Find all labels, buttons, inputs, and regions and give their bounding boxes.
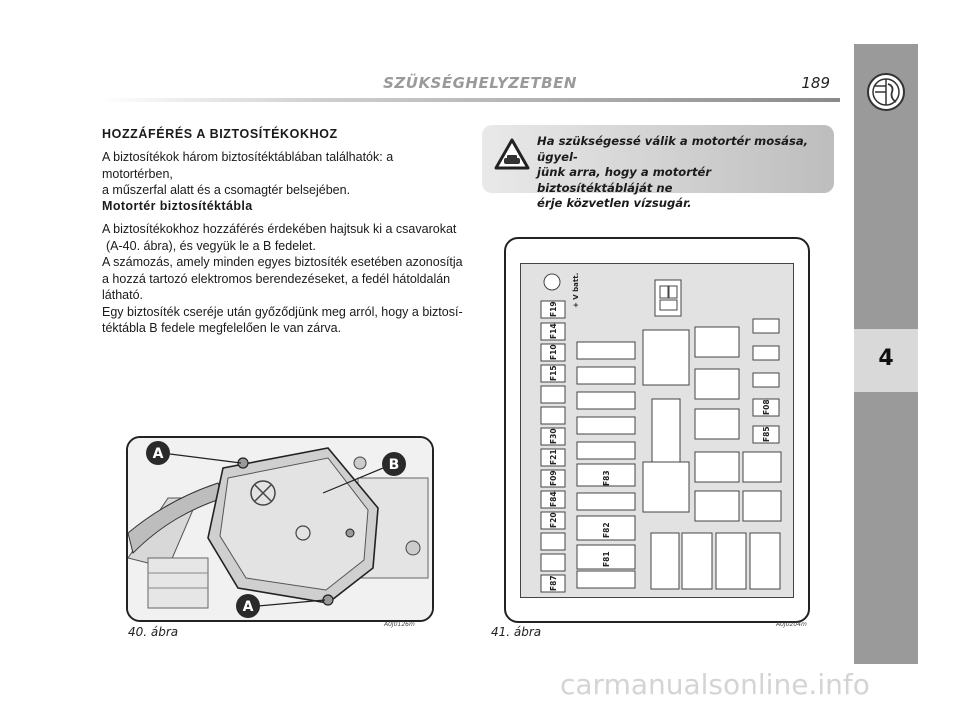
text-line: A biztosítékok három biztosítéktáblában találhatók: a motortérben, bbox=[102, 150, 394, 181]
page-number: 189 bbox=[801, 74, 830, 92]
figure-40-code: A0J0126m bbox=[384, 621, 415, 628]
warning-triangle-icon bbox=[494, 138, 530, 170]
section-title: SZÜKSÉGHELYZETBEN bbox=[383, 74, 577, 92]
paragraph-intro bbox=[102, 149, 454, 199]
text-line: a hozzá tartozó elektromos berendezéseket, a fedél hátoldalán bbox=[102, 271, 451, 286]
fuse-label: F21 bbox=[549, 449, 558, 465]
heading-engine-fusebox: Motortér biztosítéktábla bbox=[102, 199, 253, 213]
fuse-column-middle bbox=[577, 342, 635, 588]
fuse-label: F81 bbox=[602, 551, 611, 567]
fuse-label: F87 bbox=[549, 575, 558, 591]
warning-text bbox=[537, 134, 829, 212]
text-line: érje közvetlen vízsugár. bbox=[537, 196, 692, 210]
figure-41-caption: 41. ábra bbox=[491, 625, 542, 639]
brand-logo-icon bbox=[866, 72, 906, 112]
chapter-number: 4 bbox=[878, 346, 894, 371]
watermark: carmanualsonline.info bbox=[560, 668, 870, 701]
text-line: (A-40. ábra), és vegyük le a B fedelet. bbox=[106, 238, 316, 253]
text-line: Egy biztosíték cseréje után győződjünk meg arról, hogy a biztosí- bbox=[102, 304, 463, 319]
fuse-label: F30 bbox=[549, 428, 558, 444]
connector-icon bbox=[655, 280, 681, 316]
fusebox-cover-illustration bbox=[128, 438, 432, 620]
figure-41-code: A0J0204m bbox=[776, 621, 807, 628]
callout-a-top: A bbox=[152, 446, 164, 462]
text-line: téktábla B fedele megfelelően le van zárva. bbox=[102, 321, 342, 335]
fuse-label: F82 bbox=[602, 522, 611, 538]
text-line: A számozás, amely minden egyes biztosíték esetében azonosítja bbox=[102, 255, 463, 269]
fuse-label: F09 bbox=[549, 470, 558, 486]
callout-a-bottom: A bbox=[242, 599, 254, 615]
fuse-label: F83 bbox=[602, 470, 611, 486]
text-line: a műszerfal alatt és a csomagtér belsejében. bbox=[102, 183, 351, 197]
heading-fuse-access: HOZZÁFÉRÉS A BIZTOSÍTÉKOKHOZ bbox=[102, 127, 338, 141]
figure-41-fuse-layout bbox=[504, 237, 810, 623]
fuse-label: F14 bbox=[549, 323, 558, 339]
fuse-label: F20 bbox=[549, 512, 558, 528]
fuse-label: F10 bbox=[549, 344, 558, 360]
header-rule bbox=[100, 98, 840, 102]
text-line: látható. bbox=[102, 288, 144, 302]
relay-block bbox=[643, 319, 781, 589]
fuse-label: F84 bbox=[549, 491, 558, 507]
callout-b: B bbox=[388, 457, 400, 473]
fuse-label: F08 bbox=[762, 399, 771, 415]
text-line: Ha szükségessé válik a motortér mosása, ügyel- bbox=[537, 134, 809, 164]
fuse-label: F15 bbox=[549, 365, 558, 381]
figure-40-caption: 40. ábra bbox=[128, 625, 179, 639]
paragraph-instructions bbox=[102, 221, 463, 337]
fuse-label: F85 bbox=[762, 426, 771, 442]
vbatt-label: + V batt. bbox=[572, 272, 580, 308]
figure-40-fusebox-cover bbox=[126, 436, 434, 622]
fuse-panel bbox=[520, 263, 794, 598]
fuse-layout-diagram bbox=[521, 264, 793, 597]
text-line: A biztosítékokhoz hozzáférés érdekében hajtsuk ki a csavarokat bbox=[102, 222, 457, 236]
fuse-label: F19 bbox=[549, 301, 558, 317]
text-line: jünk arra, hogy a motortér biztosítéktábláját ne bbox=[537, 165, 712, 195]
